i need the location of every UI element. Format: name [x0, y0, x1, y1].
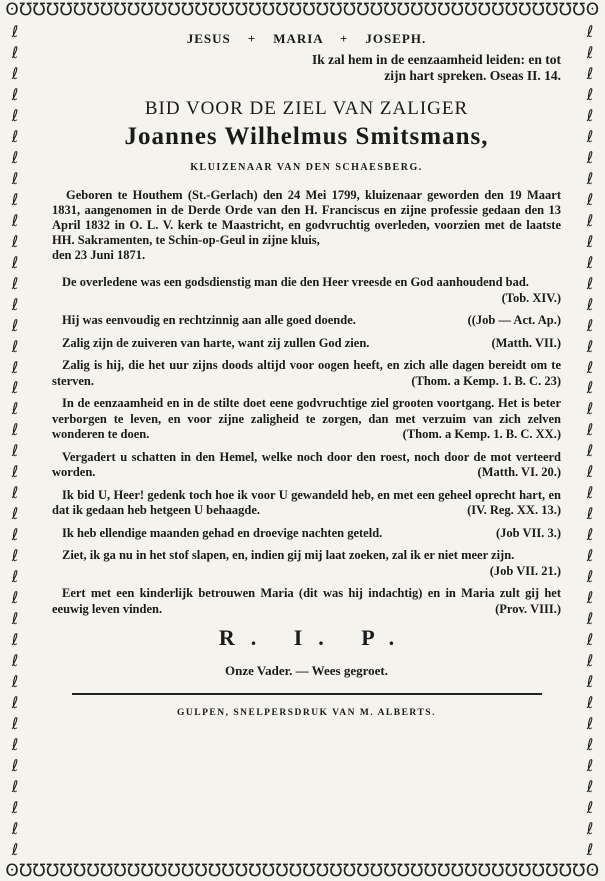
quotation-text: Hij was eenvoudig en rechtzinnig aan alle goed doende. — [62, 313, 356, 327]
quotation-text: Ik bid U, Heer! gedenk toch hoe ik voor U gewandeld heb, en met een geheel oprecht hart, en dat ik gedaan heb hetgeen U behaagde. — [52, 487, 561, 517]
border-ornament: ℓ — [11, 630, 19, 650]
printer-credit: GULPEN, SNELPERSDRUK VAN M. ALBERTS. — [177, 708, 436, 718]
border-ornament: ℓ — [11, 713, 19, 733]
card-content — [52, 28, 561, 855]
border-ornament: ℓ — [586, 504, 594, 524]
quotation — [52, 313, 561, 329]
border-ornament: ℓ — [586, 147, 594, 167]
quotation-text: De overledene was een godsdienstig man die den Heer vreesde en God aanhoudend bad. — [62, 275, 529, 289]
border-ornament: ℓ — [11, 126, 19, 146]
border-ornament: ℓ — [11, 336, 19, 356]
border-ornament: ℓ — [586, 713, 594, 733]
quotation-text: Zalig zijn de zuiveren van harte, want zij zullen God zien. — [62, 335, 370, 350]
quotation-text: Ik heb ellendige maanden gehad en droevige nachten geteld. — [62, 525, 383, 540]
border-ornament: ℓ — [11, 84, 19, 104]
ornamental-border-left — [4, 22, 26, 859]
deceased-name: Joannes Wilhelmus Smitsmans, — [124, 123, 489, 150]
border-ornament: ℓ — [11, 672, 19, 692]
border-ornament: ℓ — [11, 42, 19, 62]
border-ornament: ℓ — [586, 462, 594, 482]
border-ornament: ℓ — [586, 42, 594, 62]
quotation-list — [52, 275, 561, 617]
border-ornament: ℓ — [586, 336, 594, 356]
border-ornament: ℓ — [11, 588, 19, 608]
quotation — [52, 488, 561, 519]
quotation-source: (Job VII. 3.) — [495, 525, 561, 540]
border-ornament: ℓ — [586, 567, 594, 587]
border-ornament: ℓ — [11, 546, 19, 566]
quotation — [52, 396, 561, 443]
border-ornament: ℓ — [11, 315, 19, 335]
quotation-text: Vergadert u schatten in den Hemel, welke noch door den roest, noch door de mot verteerd worden. — [52, 449, 561, 479]
border-ornament: ℓ — [586, 818, 594, 838]
border-ornament: ℓ — [586, 755, 594, 775]
border-ornament: ℓ — [586, 168, 594, 188]
quotation-text: In de eenzaamheid en in de stilte doet eene godvruchtige ziel grooten voortgang. Het is beter verborgen te leven, en voor zijne zaligheid te zorgen, dan met verzuim van zich zelven wonderen te doen. — [52, 396, 561, 441]
quotation-source: (Job VII. 21.) — [489, 563, 561, 578]
ornamental-border-top: ʘ℧℧℧℧℧℧℧℧℧℧℧℧℧℧℧℧℧℧℧℧℧℧℧℧℧℧℧℧℧℧℧℧℧℧℧℧℧℧℧℧℧℧ʘ — [5, 0, 600, 20]
border-ornament: ℓ — [11, 567, 19, 587]
border-ornament: ℓ — [586, 525, 594, 545]
border-ornament: ℓ — [11, 483, 19, 503]
border-ornament: ℓ — [11, 357, 19, 377]
quotation — [52, 526, 561, 542]
border-ornament: ℓ — [586, 315, 594, 335]
quotation — [52, 586, 561, 617]
border-ornament: ℓ — [586, 546, 594, 566]
border-ornament: ℓ — [586, 588, 594, 608]
invocation — [52, 28, 561, 50]
border-ornament: ℓ — [586, 693, 594, 712]
border-ornament: ℓ — [11, 651, 19, 671]
cross-symbol: + — [339, 31, 349, 46]
border-ornament: ℓ — [586, 189, 594, 209]
border-ornament: ℓ — [11, 776, 19, 796]
border-ornament: ℓ — [586, 126, 594, 146]
quotation — [52, 548, 561, 579]
border-ornament: ℓ — [11, 504, 19, 524]
border-ornament: ℓ — [11, 755, 19, 775]
border-ornament: ℓ — [11, 105, 19, 125]
border-ornament: ℓ — [11, 378, 19, 398]
border-ornament: ℓ — [586, 630, 594, 650]
opening-quote-line: Ik zal hem in de eenzaamheid leiden: en tot — [312, 52, 561, 67]
border-ornament: ℓ — [586, 651, 594, 671]
quotation-source: (Thom. a Kemp. 1. B. C. 23) — [411, 373, 561, 388]
biography-date: den 23 Juni 1871. — [52, 248, 146, 262]
border-ornament: ℓ — [11, 231, 19, 251]
quotation-source: (Matth. VII.) — [491, 335, 561, 350]
border-ornament: ℓ — [11, 189, 19, 209]
border-ornament: ℓ — [11, 252, 19, 272]
border-ornament: ℓ — [11, 839, 19, 859]
border-ornament: ℓ — [586, 609, 594, 629]
quotation-source: ((Job — Act. Ap.) — [467, 313, 561, 327]
border-ornament: ℓ — [11, 609, 19, 629]
border-ornament: ℓ — [11, 797, 19, 817]
quotation — [52, 358, 561, 389]
border-ornament: ℓ — [11, 168, 19, 188]
closing-prayers: Onze Vader. — Wees gegroet. — [225, 663, 388, 678]
border-ornament: ℓ — [11, 693, 19, 712]
border-ornament: ℓ — [11, 420, 19, 440]
border-ornament: ℓ — [586, 441, 594, 461]
invocation-maria: MARIA — [273, 31, 323, 46]
border-ornament: ℓ — [11, 734, 19, 754]
border-ornament: ℓ — [586, 63, 594, 83]
cross-symbol: + — [247, 31, 257, 46]
border-ornament: ℓ — [586, 84, 594, 104]
biography: Geboren te Houthem (St.-Gerlach) den 24 Mei 1799, kluizenaar geworden den 19 Maart 1831, aangenomen in de Derde Orde van den H. Franciscus en zijne professie gedaan den 13 April 1832 in O. L. V. kerk te Maastricht, en godvruchtig overleden, voorzien met de laatste HH. Sakramenten, te Schin-op-Geul in zijne kluis, — [52, 188, 561, 247]
quotation-text: Zalig is hij, die het uur zijns doods altijd voor oogen heeft, en zich alle dagen bereidt om te sterven. — [52, 358, 561, 388]
quotation — [52, 275, 561, 306]
invocation-jesus: JESUS — [186, 31, 231, 46]
border-ornament: ℓ — [11, 462, 19, 482]
quotation-source: (Tob. XIV.) — [501, 290, 561, 305]
prayer-heading: BID VOOR DE ZIEL VAN ZALIGER — [144, 98, 469, 119]
quotation-text: Ziet, ik ga nu in het stof slapen, en, indien gij mij laat zoeken, zal ik er niet meer zijn. — [62, 548, 515, 562]
border-ornament: ℓ — [586, 776, 594, 796]
border-ornament: ℓ — [11, 22, 19, 41]
border-ornament: ℓ — [586, 420, 594, 440]
border-ornament: ℓ — [586, 22, 594, 41]
ornamental-border-bottom: ʘ℧℧℧℧℧℧℧℧℧℧℧℧℧℧℧℧℧℧℧℧℧℧℧℧℧℧℧℧℧℧℧℧℧℧℧℧℧℧℧℧℧℧ʘ — [5, 861, 600, 881]
border-ornament: ℓ — [586, 734, 594, 754]
border-ornament: ℓ — [586, 672, 594, 692]
border-ornament: ℓ — [11, 525, 19, 545]
quotation-source: (IV. Reg. XX. 13.) — [467, 503, 561, 517]
border-ornament: ℓ — [586, 252, 594, 272]
border-ornament: ℓ — [586, 294, 594, 314]
opening-quote-line: zijn hart spreken. Oseas II. 14. — [384, 68, 561, 83]
opening-quote — [52, 52, 561, 84]
border-ornament: ℓ — [586, 231, 594, 251]
border-ornament: ℓ — [11, 210, 19, 230]
border-ornament: ℓ — [11, 441, 19, 461]
quotation-source: (Prov. VIII.) — [495, 601, 561, 616]
border-ornament: ℓ — [586, 273, 594, 293]
border-ornament: ℓ — [586, 797, 594, 817]
quotation-source: (Matth. VI. 20.) — [477, 465, 561, 479]
deceased-title: KLUIZENAAR VAN DEN SCHAESBERG. — [190, 162, 423, 173]
border-ornament: ℓ — [586, 483, 594, 503]
border-ornament: ℓ — [586, 378, 594, 398]
divider-rule — [72, 693, 542, 695]
quotation-source: (Thom. a Kemp. 1. B. C. XX.) — [402, 427, 561, 441]
ornamental-border-right — [579, 22, 601, 859]
quotation-text: Eert met een kinderlijk betrouwen Maria (dit was hij indachtig) en in Maria zult gij het eeuwig leven vinden. — [52, 586, 561, 616]
rip-text: R. I. P. — [218, 625, 411, 650]
border-ornament: ℓ — [11, 273, 19, 293]
border-ornament: ℓ — [11, 63, 19, 83]
border-ornament: ℓ — [11, 818, 19, 838]
border-ornament: ℓ — [586, 839, 594, 859]
border-ornament: ℓ — [586, 210, 594, 230]
border-ornament: ℓ — [11, 294, 19, 314]
border-ornament: ℓ — [586, 399, 594, 419]
invocation-joseph: JOSEPH. — [365, 31, 427, 46]
quotation — [52, 450, 561, 481]
border-ornament: ℓ — [586, 105, 594, 125]
quotation — [52, 336, 561, 352]
border-ornament: ℓ — [11, 399, 19, 419]
border-ornament: ℓ — [586, 357, 594, 377]
border-ornament: ℓ — [11, 147, 19, 167]
